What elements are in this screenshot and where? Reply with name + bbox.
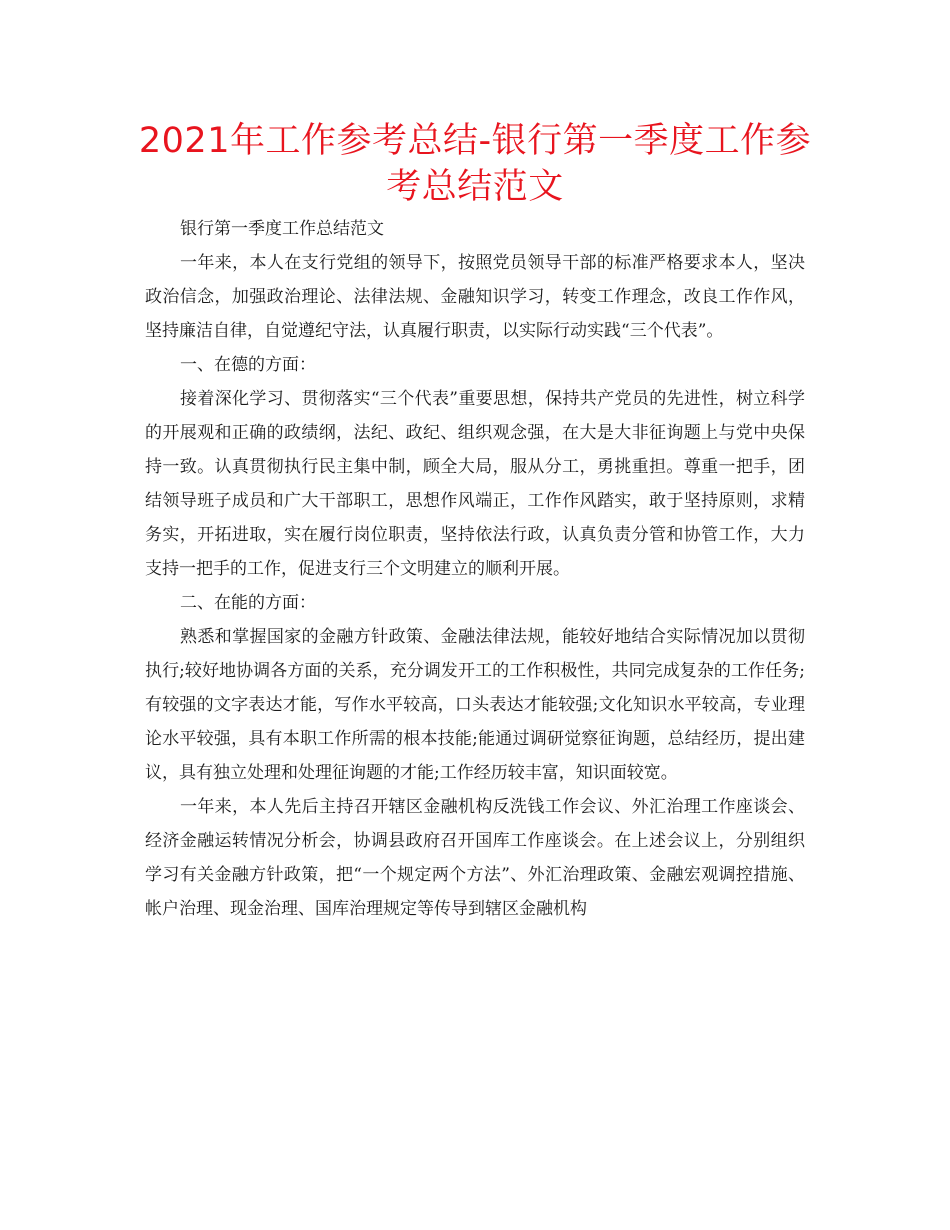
section-heading: 二、在能的方面：	[180, 593, 316, 613]
subtitle-paragraph: 银行第一季度工作总结范文	[180, 219, 384, 239]
body-paragraph: 熟悉和掌握国家的金融方针政策、金融法律法规，能较好地结合实际情况加以贯彻执行;较好地协调各方面的关系，充分调发开工的工作积极性，共同完成复杂的工作任务;有较强的文字表达才能，写作水平较高，口头表达才能较强;文化知识水平较高，专业理论水平较强，具有本职工作所需的根本技能;能通过调研觉察征询题，总结经历，提出建议，具有独立处理和处理征询题的才能;工作经历较丰富，知识面较宽。	[145, 627, 805, 783]
document-title: 2021年工作参考总结-银行第一季度工作参考总结范文	[138, 121, 812, 207]
section-heading: 一、在德的方面：	[180, 355, 316, 375]
body-paragraph: 一年来，本人先后主持召开辖区金融机构反洗钱工作会议、外汇治理工作座谈会、经济金融运转情况分析会，协调县政府召开国库工作座谈会。在上述会议上，分别组织学习有关金融方针政策，把“一个规定两个方法”、外汇治理政策、金融宏观调控措施、帐户治理、现金治理、国库治理规定等传导到辖区金融机构	[145, 797, 805, 919]
body-paragraph: 接着深化学习、贯彻落实“三个代表”重要思想，保持共产党员的先进性，树立科学的开展观和正确的政绩纲，法纪、政纪、组织观念强，在大是大非征询题上与党中央保持一致。认真贯彻执行民主集中制，顾全大局，服从分工，勇挑重担。尊重一把手，团结领导班子成员和广大干部职工，思想作风端正，工作作风踏实，敢于坚持原则，求精务实，开拓进取，实在履行岗位职责，坚持依法行政，认真负责分管和协管工作，大力支持一把手的工作，促进支行三个文明建立的顺利开展。	[145, 389, 805, 579]
body-paragraph: 一年来，本人在支行党组的领导下，按照党员领导干部的标准严格要求本人，坚决政治信念，加强政治理论、法律法规、金融知识学习，转变工作理念，改良工作作风，坚持廉洁自律，自觉遵纪守法，认真履行职责，以实际行动实践“三个代表”。	[145, 253, 805, 341]
document-body	[145, 212, 805, 926]
